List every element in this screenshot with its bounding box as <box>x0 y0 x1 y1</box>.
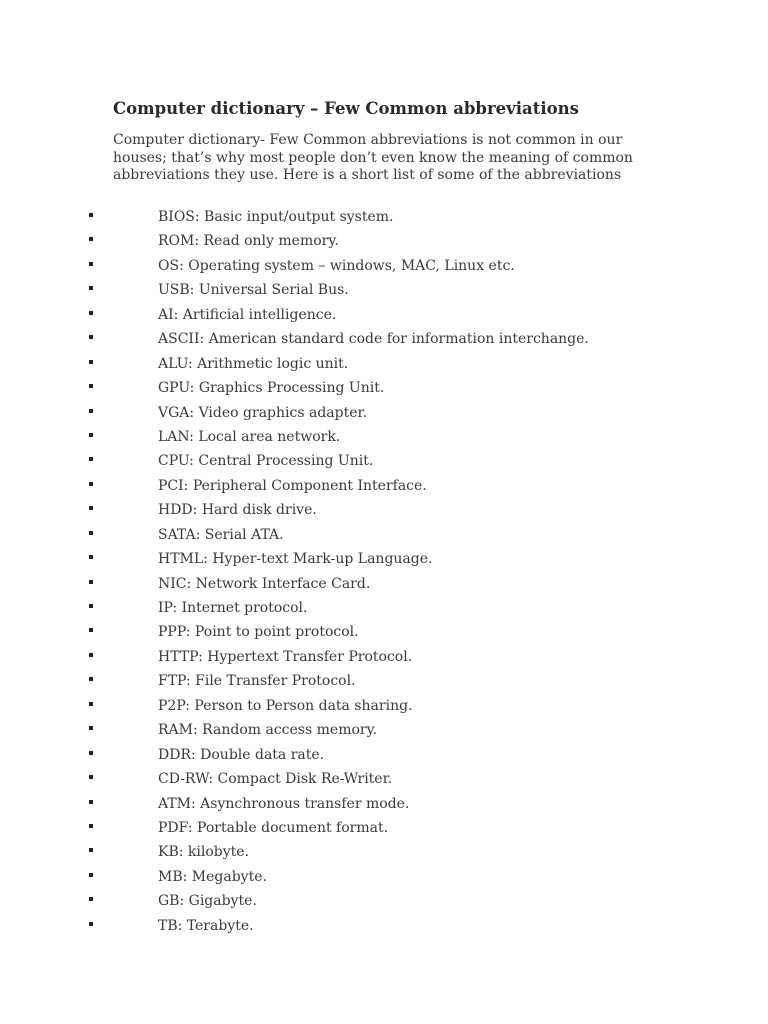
list-item <box>0 866 768 890</box>
list-item-text: MB: Megabyte. <box>158 868 267 885</box>
list-item-text: GB: Gigabyte. <box>158 893 257 910</box>
bullet-icon <box>89 286 93 290</box>
list-item <box>0 402 768 426</box>
bullet-icon <box>89 897 93 901</box>
bullet-icon <box>89 409 93 413</box>
list-item <box>0 548 768 572</box>
bullet-icon <box>89 751 93 755</box>
abbreviation-list <box>0 206 768 939</box>
list-item <box>0 255 768 279</box>
list-item <box>0 328 768 352</box>
list-item <box>0 377 768 401</box>
list-item-text: BIOS: Basic input/output system. <box>158 209 394 225</box>
bullet-icon <box>89 848 93 852</box>
list-item-text: TB: Terabyte. <box>158 917 254 934</box>
list-item-text: HTML: Hyper-text Mark-up Language. <box>158 551 433 568</box>
list-item <box>0 450 768 474</box>
list-item <box>0 524 768 548</box>
list-item-text: CPU: Central Processing Unit. <box>158 453 374 470</box>
list-item-text: NIC: Network Interface Card. <box>158 575 371 592</box>
list-item <box>0 475 768 499</box>
list-item <box>0 621 768 645</box>
bullet-icon <box>89 335 93 339</box>
list-item <box>0 768 768 792</box>
list-item-text: OS: Operating system – windows, MAC, Linux etc. <box>158 257 515 274</box>
list-item <box>0 744 768 768</box>
list-item <box>0 890 768 914</box>
list-item-text: ASCII: American standard code for information interchange. <box>158 331 589 348</box>
list-item-text: GPU: Graphics Processing Unit. <box>158 380 385 397</box>
list-item-text: SATA: Serial ATA. <box>158 526 284 543</box>
list-item <box>0 304 768 328</box>
bullet-icon <box>89 653 93 657</box>
bullet-icon <box>89 531 93 535</box>
bullet-icon <box>89 628 93 632</box>
list-item <box>0 817 768 841</box>
bullet-icon <box>89 800 93 804</box>
list-item <box>0 353 768 377</box>
bullet-icon <box>89 237 93 241</box>
bullet-icon <box>89 702 93 706</box>
bullet-icon <box>89 384 93 388</box>
bullet-icon <box>89 677 93 681</box>
intro-paragraph: Computer dictionary- Few Common abbreviations is not common in our houses; that’s why most people don’t even know the meaning of common abbreviations they use. Here is a short list of some of the abbreviations <box>113 132 633 183</box>
list-item <box>0 670 768 694</box>
list-item-text: RAM: Random access memory. <box>158 722 378 739</box>
list-item-text: FTP: File Transfer Protocol. <box>158 673 356 690</box>
list-item-text: PCI: Peripheral Component Interface. <box>158 477 427 494</box>
list-item <box>0 279 768 303</box>
list-item-text: IP: Internet protocol. <box>158 600 308 616</box>
list-item <box>0 230 768 254</box>
list-item-text: USB: Universal Serial Bus. <box>158 282 349 299</box>
list-item-text: KB: kilobyte. <box>158 844 250 861</box>
bullet-icon <box>89 433 93 437</box>
list-item-text: PPP: Point to point protocol. <box>158 624 359 641</box>
list-item <box>0 573 768 597</box>
bullet-icon <box>89 311 93 315</box>
list-item-text: ROM: Read only memory. <box>158 233 339 250</box>
list-item-text: HDD: Hard disk drive. <box>158 502 317 519</box>
bullet-icon <box>89 482 93 486</box>
list-item-text: VGA: Video graphics adapter. <box>158 404 368 421</box>
bullet-icon <box>89 457 93 461</box>
list-item-text: LAN: Local area network. <box>158 428 341 445</box>
bullet-icon <box>89 213 93 217</box>
list-item <box>0 646 768 670</box>
list-item-text: HTTP: Hypertext Transfer Protocol. <box>158 648 413 665</box>
list-item <box>0 499 768 523</box>
list-item <box>0 841 768 865</box>
list-item-text: DDR: Double data rate. <box>158 746 325 763</box>
bullet-icon <box>89 726 93 730</box>
list-item-text: AI: Artificial intelligence. <box>158 306 337 323</box>
list-item <box>0 695 768 719</box>
bullet-icon <box>89 262 93 266</box>
page-title: Computer dictionary – Few Common abbreviations <box>113 99 579 118</box>
list-item <box>0 206 768 230</box>
list-item-text: P2P: Person to Person data sharing. <box>158 697 413 714</box>
bullet-icon <box>89 506 93 510</box>
list-item <box>0 719 768 743</box>
bullet-icon <box>89 360 93 364</box>
list-item-text: ATM: Asynchronous transfer mode. <box>158 795 410 812</box>
list-item-text: PDF: Portable document format. <box>158 819 389 836</box>
list-item-text: ALU: Arithmetic logic unit. <box>158 355 349 372</box>
bullet-icon <box>89 922 93 926</box>
list-item <box>0 597 768 621</box>
bullet-icon <box>89 604 93 608</box>
list-item <box>0 915 768 939</box>
bullet-icon <box>89 873 93 877</box>
bullet-icon <box>89 555 93 559</box>
list-item <box>0 426 768 450</box>
list-item-text: CD-RW: Compact Disk Re-Writer. <box>158 771 393 788</box>
bullet-icon <box>89 580 93 584</box>
bullet-icon <box>89 775 93 779</box>
bullet-icon <box>89 824 93 828</box>
list-item <box>0 793 768 817</box>
